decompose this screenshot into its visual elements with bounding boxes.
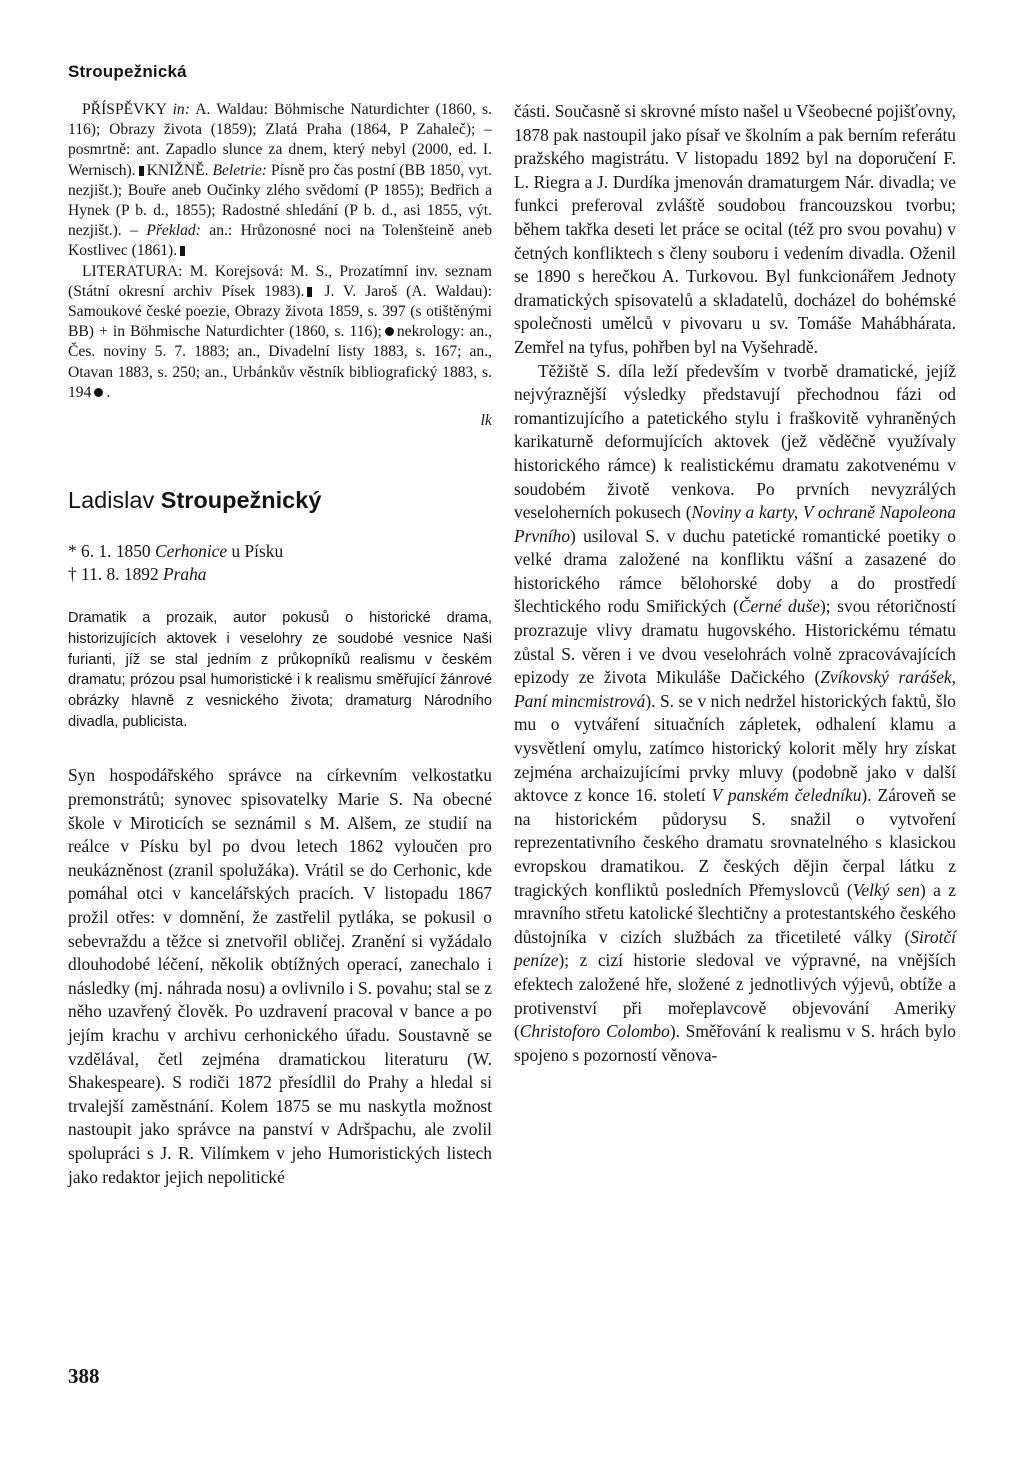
fiction-label: Beletrie: [212, 161, 268, 179]
work-title-velky-sen: Velký sen [852, 879, 920, 900]
translation-label: Překlad: [146, 222, 201, 240]
work-text-c: ); svou rétoričností prozrazuje vlivy dramatu hugovského. Historickému tématu zůstal S. věren i ve dvou veselohrách volně zpracovávajících epizody ze života Mikuláše Dačického ( [514, 596, 957, 688]
work-title-noviny: Noviny a karty, V ochraně Napoleona Prvního [514, 502, 956, 546]
literature-label: LITERATURA: [82, 262, 183, 280]
author-initials: lk [480, 412, 492, 430]
contributions-label: PŘÍSPĚVKY [82, 101, 167, 118]
translation-text: an.: Hrůzonosné noci na Tolenšteině aneb Kostlivec (1861). [68, 222, 492, 260]
first-name: Ladislav [68, 487, 155, 514]
death-date: † 11. 8. 1892 [68, 564, 159, 585]
section-square-mark [139, 166, 144, 176]
work-text-e: ). Zároveň se na historickém půdorysu S. snažil o vytvoření reprezentativního českého dramatu srovnatelného s klasickou evropskou dramatikou. Z českých dějin čerpal látku z tragických konfliktů posledních Přemyslovců ( [514, 785, 956, 900]
biography-paragraph-continued: části. Současně si skrovné místo našel u Všeobecné pojišťovny, 1878 pak nastoupil jako písař ve školním a pak berním referátu pražského magistrátu. V listopadu 1892 byl na doporučení F. L. Riegra a J. Durdíka jmenován dramaturgem Nár. divadla; ve funkci preferoval zvláště soudobou francouzskou tvorbu; během takřka deseti let práce se ocital (též pro svou povahu) v četných konfliktech s členy souboru i vedením divadla. Oženil se 1890 s herečkou A. Turkovou. Byl funkcionářem Jednoty dramatických spisovatelů a skladatelů, docházel do bohémské společnosti umělců v pivovaru u sv. Tomáše Mahábhárata. Zemřel na tyfus, pohřben byl na Vyšehradě. [514, 101, 956, 357]
section-square-mark [307, 287, 312, 297]
biography-paragraph-1: Syn hospodářského správce na církevním velkostatku premonstrátů; synovec spisovatelky Marie S. Na obecné škole v Miroticích se seznámil s M. Alšem, ze studií na reálce v Písku byl po dvou letech 1862 vyloučen pro neukázněnost (zranil spolužáka). Vrátil se do Cerhonic, kde pomáhal otci v kancelářských pracích. V listopadu 1867 prožil otřes: v domnění, že zastřelil pytláka, se pokusil o sebevraždu a těžce si znetvořil obličej. Zranění si vyžádalo dlouhodobé léčení, několik obtížných operací, zanechalo i následky (mj. náhrada nosu) a ovlivnilo i S. povahu; stal se z něho uzavřený člověk. Po uzdravení pracoval v bance a po jejím krachu v archivu cerhonického úřadu. Soustavně se vzdělával, četl zejména dramatickou literaturu (W. Shakespeare). S rodiči 1872 přesídlil do Prahy a hledal si trvalejší zaměstnání. Kolem 1875 se mu naskytla možnost nastoupit jako správce na panství v Adršpachu, ale zvolil spolupráci s J. R. Vilímkem v jeho Humoristických listech jako redaktor jejich nepolitické [68, 765, 492, 1187]
surname: Stroupežnický [160, 487, 322, 514]
birth-place: Cerhonice [154, 541, 228, 562]
work-title-zvikovsky: Zvíkovský rarášek, Paní mincmistrová [514, 667, 956, 711]
contributions-in: in: [172, 101, 190, 118]
page-number: 388 [68, 1364, 100, 1388]
death-place: Praha [163, 564, 207, 585]
work-title-sirotci: Sirotčí peníze [514, 926, 956, 971]
work-text-f: ) a z mravního střetu katolické šlechtičny a protestantského českého důstojníka v cizích službách za třicetileté války ( [514, 879, 956, 947]
death-line [68, 563, 492, 586]
left-column [68, 100, 492, 1189]
running-head: Stroupežnická [68, 62, 187, 81]
life-dates [68, 540, 492, 586]
work-title-cerne-duse: Černé duše [738, 596, 820, 617]
section-dot-mark [385, 327, 394, 336]
contributions-paragraph [68, 100, 492, 262]
section-square-mark [180, 246, 185, 256]
literature-paragraph: LITERATURA: M. Korejsová: M. S., Prozatímní inv. seznam (Státní okresní archiv Písek 1983). J. V. Jaroš (A. Waldau): Samoukové české poezie, Obrazy života 1859, s. 397 (s otištěnými BB) + in Böhmische Naturdichter (1860, s. 116); nekrology: an., Čes. noviny 5. 7. 1883; an., Divadelní listy 1883, s. 167; an., Otavan 1883, s. 250; an., Urbánkův věstník bibliografický 1883, s. 194 . [68, 262, 493, 401]
entry-abstract: Dramatik a prozaik, autor pokusů o historické drama, historizujících aktovek i veselohry ze soudobé vesnice Naši furianti, jíž se stal jedním z průkopníků realismu v českém dramatu; prózou psal humoristické i k realismu směřující žánrové obrázky hlavně z vesnického života; dramaturg Národního divadla, publicista. [68, 610, 492, 730]
birth-region: u Písku [231, 541, 284, 562]
biography-left [68, 764, 492, 1189]
work-text-a: Těžiště S. díla leží především v tvorbě dramatické, jejíž nejvýraznější výsledky představují přechodnou fázi od romantizujícího a patetického stylu i fraškovitě vyhraněných karikaturně deformujících aktovek (jež věděčně využívaly historického rámce) k realistickému dramatu zakotvenému v soudobém životě venkova. Po prvních nevyzrálých veseloherních pokusech ( [514, 360, 956, 523]
books-text: Písně pro čas postní (BB 1850, vyt. nezjišt.); Bouře aneb Oučinky zlého svědomí (P 1855); Bedřich a Hynek (P b. d., 1855); Radostné shledání (P b. d., asi 1855, výt. nezjišt.). – [68, 161, 492, 240]
books-label: KNIŽNĚ. [146, 161, 209, 179]
birth-line [68, 540, 492, 563]
previous-entry-bibliography [68, 100, 492, 431]
section-dot-mark [94, 388, 103, 397]
work-title-colombo: Christoforo Colombo [519, 1021, 670, 1042]
birth-date: * 6. 1. 1850 [68, 541, 151, 562]
entry-heading [68, 487, 492, 514]
work-paragraph [514, 360, 956, 1068]
work-text-b: ) usiloval S. v duchu patetické romantické poetiky o velké drama založené na konfliktu vášní a zasazené do historického rámce bělohorské doby a do prostředí šlechtického rodu Smiřických ( [514, 525, 956, 617]
literature-text-3: nekrology: an., Čes. noviny 5. 7. 1883; an., Divadelní listy 1883, s. 167; an., Otavan 1883, s. 250; an., Urbánkův věstník bibliografický 1883, s. 194 [68, 323, 492, 401]
work-text-d: ). S. se v nich nedržel historických faktů, šlo mu o vytváření situačních zápletek, odhalení klamu a vysvětlení omylu, zatímco historický kolorit měly hry získat zejména archaizujícími prvky mluvy (podobně jako v další aktovce z konce 16. století [514, 690, 956, 806]
work-title-panskem: V panském čeledníku [711, 785, 862, 806]
literature-text-2: J. V. Jaroš (A. Waldau): Samoukové české poezie, Obrazy života 1859, s. 397 (s otištěnými BB) + in Böhmische Naturdichter (1860, s. 116); [68, 282, 492, 341]
literature-text-1: M. Korejsová: M. S., Prozatímní inv. seznam (Státní okresní archiv Písek 1983). [68, 262, 493, 300]
work-text-g: ); z cizí historie sledoval ve výpravné, na vnějších efektech založené hře, složené z jednotlivých výjevů, obtíže a protivenství při mořeplavcově objevování Ameriky ( [514, 950, 956, 1042]
right-column [514, 100, 956, 1067]
contributions-text: A. Waldau: Böhmische Naturdichter (1860, s. 116); Obrazy života (1859); Zlatá Praha (1864, P Zahaleč); – posmrtně: ant. Zapadlo slunce za dnem, který nebyl (2000, ed. I. Wernisch). [68, 101, 492, 179]
work-text-h: ). Směřování k realismu v S. hrách bylo spojeno s pozorností věnova- [514, 1021, 957, 1065]
